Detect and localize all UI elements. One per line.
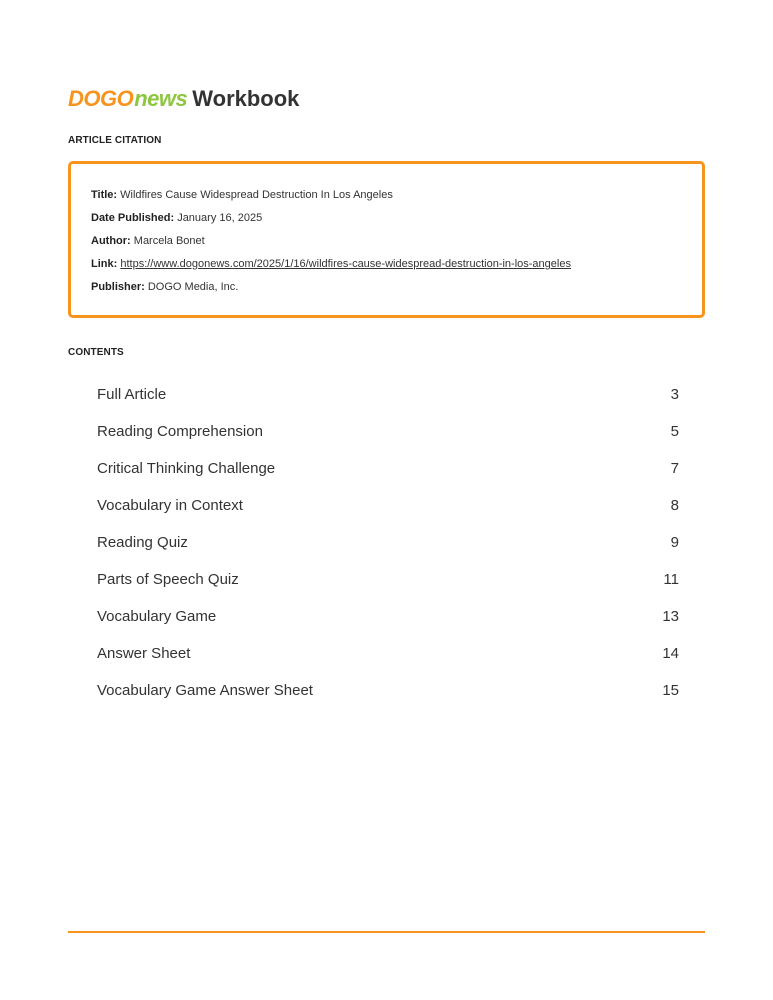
dogonews-logo	[68, 86, 187, 112]
citation-author-key: Author:	[91, 235, 131, 247]
toc-item-label: Vocabulary Game	[97, 608, 217, 625]
contents-section-label: CONTENTS	[68, 347, 124, 358]
toc-item[interactable]	[97, 487, 679, 524]
toc-item-page: 14	[662, 645, 679, 662]
page-header	[68, 86, 299, 118]
citation-author-row	[91, 235, 205, 247]
toc-item-page: 3	[670, 386, 679, 403]
citation-title-value: Wildfires Cause Widespread Destruction In Los Angeles	[120, 189, 393, 201]
toc-item-page: 11	[663, 571, 679, 588]
citation-link[interactable]: https://www.dogonews.com/2025/1/16/wildfires-cause-widespread-destruction-in-los-angeles	[120, 258, 571, 270]
citation-box	[68, 161, 705, 318]
toc-item-label: Answer Sheet	[97, 645, 191, 662]
citation-link-row	[91, 258, 571, 270]
toc-item-page: 8	[670, 497, 679, 514]
toc-item[interactable]	[97, 672, 679, 709]
toc-item[interactable]	[97, 598, 679, 635]
toc-item-page: 5	[670, 423, 679, 440]
toc-item-label: Vocabulary in Context	[97, 497, 243, 514]
citation-link-key: Link:	[91, 258, 118, 270]
toc-item-label: Vocabulary Game Answer Sheet	[97, 682, 313, 699]
table-of-contents	[97, 376, 679, 709]
citation-publisher-row	[91, 281, 238, 293]
citation-publisher-key: Publisher:	[91, 281, 145, 293]
toc-item-page: 13	[662, 608, 679, 625]
citation-title-key: Title:	[91, 189, 118, 201]
toc-item-label: Reading Comprehension	[97, 423, 263, 440]
logo-news-text: news	[134, 86, 188, 111]
citation-date-row	[91, 212, 262, 224]
toc-item-label: Critical Thinking Challenge	[97, 460, 276, 477]
toc-item[interactable]	[97, 635, 679, 672]
toc-item-page: 9	[670, 534, 679, 551]
toc-item[interactable]	[97, 413, 679, 450]
toc-item[interactable]	[97, 524, 679, 561]
toc-item-label: Full Article	[97, 386, 167, 403]
page-title: Workbook	[192, 86, 300, 111]
citation-publisher-value: DOGO Media, Inc.	[147, 281, 239, 293]
citation-title-row	[91, 189, 393, 201]
toc-item-label: Reading Quiz	[97, 534, 188, 551]
citation-section-label: ARTICLE CITATION	[68, 135, 162, 146]
toc-item[interactable]	[97, 376, 679, 413]
citation-date-value: January 16, 2025	[177, 212, 263, 224]
logo-dogo-text: DOGO	[68, 86, 134, 111]
footer-divider	[68, 931, 705, 933]
toc-item-page: 7	[670, 460, 679, 477]
citation-date-key: Date Published:	[91, 212, 175, 224]
toc-item-label: Parts of Speech Quiz	[97, 571, 239, 588]
toc-item-page: 15	[662, 682, 679, 699]
toc-item[interactable]	[97, 561, 679, 598]
toc-item[interactable]	[97, 450, 679, 487]
citation-author-value: Marcela Bonet	[133, 235, 205, 247]
